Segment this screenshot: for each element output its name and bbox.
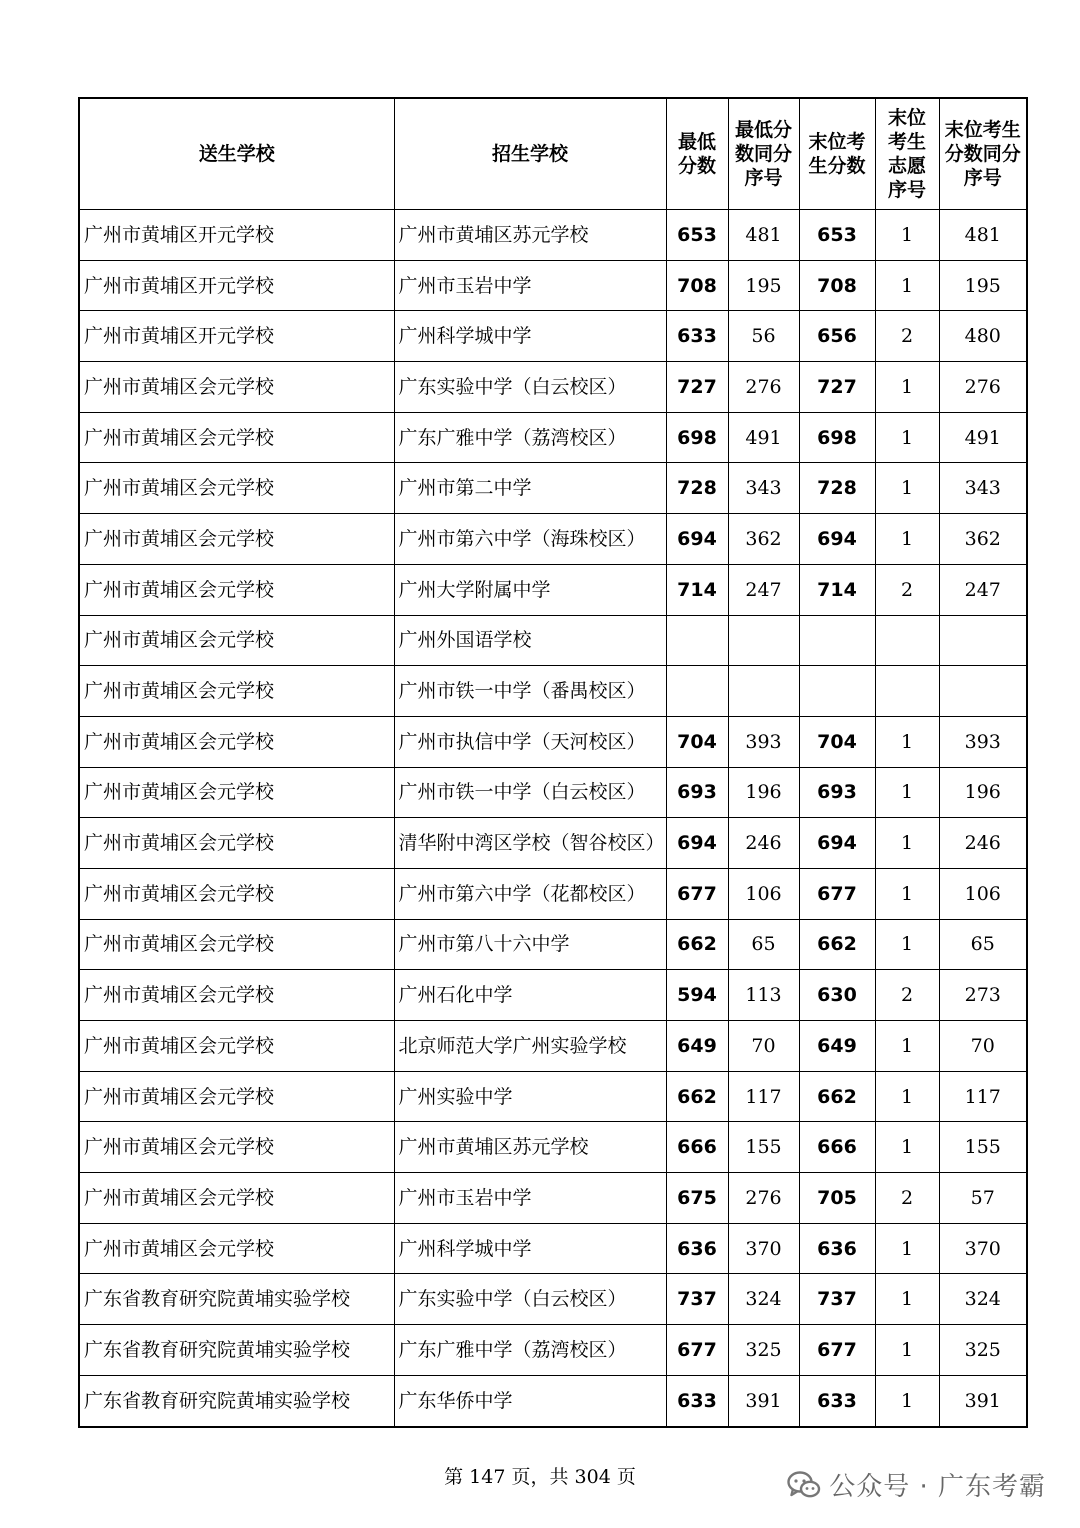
last-score-rank-cell: 324: [939, 1274, 1027, 1325]
last-score-cell: 727: [799, 362, 875, 413]
admitting-school-cell: 广州市第八十六中学: [394, 919, 666, 970]
sending-school-cell: 广州市黄埔区会元学校: [79, 868, 394, 919]
table-row: [79, 818, 1027, 869]
admitting-school-cell: 广东华侨中学: [394, 1375, 666, 1426]
admitting-school-cell: 广州市第六中学（海珠校区）: [394, 514, 666, 565]
last-choice-order-cell: 1: [875, 868, 939, 919]
table-row: [79, 210, 1027, 261]
wechat-icon: [787, 1470, 821, 1500]
last-choice-order-cell: 1: [875, 1325, 939, 1376]
min-score-cell: 693: [666, 767, 728, 818]
admitting-school-cell: 广州市玉岩中学: [394, 1173, 666, 1224]
last-score-cell: 677: [799, 868, 875, 919]
last-score-cell: 694: [799, 514, 875, 565]
header-last-score-rank: 末位考生 分数同分 序号: [939, 98, 1027, 210]
last-score-rank-cell: 196: [939, 767, 1027, 818]
admission-score-table: [78, 97, 1028, 1428]
sending-school-cell: 广州市黄埔区会元学校: [79, 970, 394, 1021]
sending-school-cell: 广州市黄埔区会元学校: [79, 666, 394, 717]
last-score-rank-cell: 57: [939, 1173, 1027, 1224]
last-choice-order-cell: 2: [875, 1173, 939, 1224]
min-score-rank-cell: 155: [728, 1122, 799, 1173]
sending-school-cell: 广州市黄埔区会元学校: [79, 716, 394, 767]
last-choice-order-cell: [875, 666, 939, 717]
min-score-cell: 728: [666, 463, 728, 514]
admitting-school-cell: 广州市玉岩中学: [394, 260, 666, 311]
last-score-rank-cell: 393: [939, 716, 1027, 767]
admitting-school-cell: 广州市黄埔区苏元学校: [394, 1122, 666, 1173]
admitting-school-cell: 广东实验中学（白云校区）: [394, 1274, 666, 1325]
admitting-school-cell: 广州市执信中学（天河校区）: [394, 716, 666, 767]
last-score-rank-cell: 247: [939, 564, 1027, 615]
table-row: [79, 1274, 1027, 1325]
last-score-cell: 633: [799, 1375, 875, 1426]
table-body: [79, 210, 1027, 1427]
sending-school-cell: 广州市黄埔区开元学校: [79, 210, 394, 261]
table-row: [79, 1173, 1027, 1224]
last-choice-order-cell: 1: [875, 412, 939, 463]
min-score-rank-cell: 276: [728, 362, 799, 413]
sending-school-cell: 广州市黄埔区会元学校: [79, 1223, 394, 1274]
last-choice-order-cell: 1: [875, 1223, 939, 1274]
min-score-cell: 714: [666, 564, 728, 615]
sending-school-cell: 广州市黄埔区会元学校: [79, 1173, 394, 1224]
sending-school-cell: 广州市黄埔区会元学校: [79, 564, 394, 615]
min-score-cell: 727: [666, 362, 728, 413]
table-row: [79, 1375, 1027, 1426]
last-score-cell: 704: [799, 716, 875, 767]
min-score-rank-cell: 370: [728, 1223, 799, 1274]
min-score-rank-cell: 70: [728, 1021, 799, 1072]
page-number: 第 147 页，共 304 页: [444, 1466, 636, 1488]
last-choice-order-cell: 1: [875, 1375, 939, 1426]
admitting-school-cell: 广州大学附属中学: [394, 564, 666, 615]
min-score-rank-cell: 106: [728, 868, 799, 919]
table-row: [79, 1071, 1027, 1122]
min-score-cell: 649: [666, 1021, 728, 1072]
last-score-cell: 653: [799, 210, 875, 261]
min-score-rank-cell: 195: [728, 260, 799, 311]
last-choice-order-cell: 1: [875, 1274, 939, 1325]
min-score-rank-cell: 117: [728, 1071, 799, 1122]
table-row: [79, 1325, 1027, 1376]
table-row: [79, 1021, 1027, 1072]
last-choice-order-cell: 1: [875, 716, 939, 767]
sending-school-cell: 广州市黄埔区会元学校: [79, 514, 394, 565]
last-score-cell: 662: [799, 1071, 875, 1122]
admitting-school-cell: 广州实验中学: [394, 1071, 666, 1122]
last-score-rank-cell: 491: [939, 412, 1027, 463]
last-score-rank-cell: 273: [939, 970, 1027, 1021]
min-score-rank-cell: 491: [728, 412, 799, 463]
last-choice-order-cell: 1: [875, 767, 939, 818]
table-row: [79, 868, 1027, 919]
min-score-rank-cell: [728, 666, 799, 717]
sending-school-cell: 广州市黄埔区会元学校: [79, 362, 394, 413]
min-score-cell: 633: [666, 311, 728, 362]
last-choice-order-cell: 1: [875, 362, 939, 413]
last-score-cell: 662: [799, 919, 875, 970]
sending-school-cell: 广州市黄埔区会元学校: [79, 412, 394, 463]
last-score-cell: [799, 615, 875, 666]
admitting-school-cell: 广州市第六中学（花都校区）: [394, 868, 666, 919]
min-score-cell: 662: [666, 1071, 728, 1122]
last-choice-order-cell: 1: [875, 1021, 939, 1072]
min-score-cell: 675: [666, 1173, 728, 1224]
table-row: [79, 1223, 1027, 1274]
last-choice-order-cell: 2: [875, 970, 939, 1021]
sending-school-cell: 广州市黄埔区会元学校: [79, 767, 394, 818]
min-score-rank-cell: 343: [728, 463, 799, 514]
header-min-score-rank: 最低分 数同分 序号: [728, 98, 799, 210]
min-score-rank-cell: 325: [728, 1325, 799, 1376]
min-score-cell: 677: [666, 1325, 728, 1376]
last-choice-order-cell: 2: [875, 564, 939, 615]
last-score-rank-cell: 343: [939, 463, 1027, 514]
last-score-rank-cell: 117: [939, 1071, 1027, 1122]
last-score-rank-cell: 276: [939, 362, 1027, 413]
last-score-cell: 714: [799, 564, 875, 615]
header-min-score: 最低 分数: [666, 98, 728, 210]
min-score-rank-cell: 481: [728, 210, 799, 261]
sending-school-cell: 广州市黄埔区会元学校: [79, 463, 394, 514]
last-score-rank-cell: 246: [939, 818, 1027, 869]
last-score-rank-cell: 106: [939, 868, 1027, 919]
table-header-row: [79, 98, 1027, 210]
last-score-cell: 677: [799, 1325, 875, 1376]
min-score-rank-cell: 246: [728, 818, 799, 869]
last-choice-order-cell: 2: [875, 311, 939, 362]
last-choice-order-cell: 1: [875, 514, 939, 565]
last-score-rank-cell: 481: [939, 210, 1027, 261]
sending-school-cell: 广东省教育研究院黄埔实验学校: [79, 1325, 394, 1376]
admitting-school-cell: 广州市铁一中学（白云校区）: [394, 767, 666, 818]
min-score-rank-cell: 247: [728, 564, 799, 615]
last-choice-order-cell: 1: [875, 463, 939, 514]
min-score-cell: 666: [666, 1122, 728, 1173]
last-score-rank-cell: 480: [939, 311, 1027, 362]
min-score-cell: [666, 666, 728, 717]
watermark-text: 公众号 · 广东考霸: [829, 1472, 1046, 1502]
last-score-cell: 666: [799, 1122, 875, 1173]
table-row: [79, 767, 1027, 818]
min-score-cell: 633: [666, 1375, 728, 1426]
admitting-school-cell: 广州科学城中学: [394, 311, 666, 362]
last-score-rank-cell: 195: [939, 260, 1027, 311]
min-score-rank-cell: 56: [728, 311, 799, 362]
sending-school-cell: 广州市黄埔区开元学校: [79, 311, 394, 362]
table-row: [79, 463, 1027, 514]
min-score-cell: 694: [666, 514, 728, 565]
last-score-cell: 649: [799, 1021, 875, 1072]
last-score-rank-cell: 362: [939, 514, 1027, 565]
last-choice-order-cell: 1: [875, 919, 939, 970]
min-score-cell: 737: [666, 1274, 728, 1325]
last-score-cell: 698: [799, 412, 875, 463]
last-choice-order-cell: 1: [875, 260, 939, 311]
admitting-school-cell: 广州市黄埔区苏元学校: [394, 210, 666, 261]
watermark: [787, 1466, 1046, 1503]
min-score-cell: 662: [666, 919, 728, 970]
last-choice-order-cell: [875, 615, 939, 666]
admitting-school-cell: 广东实验中学（白云校区）: [394, 362, 666, 413]
min-score-rank-cell: 65: [728, 919, 799, 970]
last-score-rank-cell: [939, 615, 1027, 666]
sending-school-cell: 广州市黄埔区会元学校: [79, 818, 394, 869]
header-admitting-school: 招生学校: [394, 98, 666, 210]
table-row: [79, 716, 1027, 767]
last-score-cell: 705: [799, 1173, 875, 1224]
min-score-cell: 708: [666, 260, 728, 311]
last-score-rank-cell: 70: [939, 1021, 1027, 1072]
sending-school-cell: 广东省教育研究院黄埔实验学校: [79, 1274, 394, 1325]
min-score-rank-cell: [728, 615, 799, 666]
last-choice-order-cell: 1: [875, 1122, 939, 1173]
admitting-school-cell: 广州市第二中学: [394, 463, 666, 514]
min-score-rank-cell: 324: [728, 1274, 799, 1325]
header-sending-school: 送生学校: [79, 98, 394, 210]
admitting-school-cell: 北京师范大学广州实验学校: [394, 1021, 666, 1072]
min-score-cell: 694: [666, 818, 728, 869]
last-score-rank-cell: 391: [939, 1375, 1027, 1426]
min-score-rank-cell: 391: [728, 1375, 799, 1426]
min-score-cell: 704: [666, 716, 728, 767]
last-choice-order-cell: 1: [875, 818, 939, 869]
admitting-school-cell: 清华附中湾区学校（智谷校区）: [394, 818, 666, 869]
sending-school-cell: 广州市黄埔区开元学校: [79, 260, 394, 311]
table-row: [79, 666, 1027, 717]
table-row: [79, 615, 1027, 666]
last-score-cell: 728: [799, 463, 875, 514]
admitting-school-cell: 广州市铁一中学（番禺校区）: [394, 666, 666, 717]
table-row: [79, 514, 1027, 565]
min-score-rank-cell: 393: [728, 716, 799, 767]
sending-school-cell: 广州市黄埔区会元学校: [79, 919, 394, 970]
last-score-cell: 708: [799, 260, 875, 311]
table-row: [79, 260, 1027, 311]
table-row: [79, 970, 1027, 1021]
min-score-cell: 636: [666, 1223, 728, 1274]
last-score-rank-cell: 155: [939, 1122, 1027, 1173]
min-score-rank-cell: 113: [728, 970, 799, 1021]
sending-school-cell: 广东省教育研究院黄埔实验学校: [79, 1375, 394, 1426]
min-score-cell: 677: [666, 868, 728, 919]
min-score-rank-cell: 276: [728, 1173, 799, 1224]
last-score-cell: 737: [799, 1274, 875, 1325]
admitting-school-cell: 广东广雅中学（荔湾校区）: [394, 412, 666, 463]
last-score-rank-cell: 370: [939, 1223, 1027, 1274]
table-row: [79, 362, 1027, 413]
last-choice-order-cell: 1: [875, 210, 939, 261]
last-score-rank-cell: 325: [939, 1325, 1027, 1376]
last-score-rank-cell: 65: [939, 919, 1027, 970]
admitting-school-cell: 广州石化中学: [394, 970, 666, 1021]
last-score-cell: 636: [799, 1223, 875, 1274]
sending-school-cell: 广州市黄埔区会元学校: [79, 1071, 394, 1122]
min-score-cell: [666, 615, 728, 666]
table-row: [79, 311, 1027, 362]
table-row: [79, 412, 1027, 463]
min-score-cell: 594: [666, 970, 728, 1021]
last-score-cell: 693: [799, 767, 875, 818]
sending-school-cell: 广州市黄埔区会元学校: [79, 1122, 394, 1173]
min-score-cell: 653: [666, 210, 728, 261]
last-score-rank-cell: [939, 666, 1027, 717]
table-row: [79, 1122, 1027, 1173]
sending-school-cell: 广州市黄埔区会元学校: [79, 615, 394, 666]
header-last-score: 末位考 生分数: [799, 98, 875, 210]
sending-school-cell: 广州市黄埔区会元学校: [79, 1021, 394, 1072]
last-score-cell: [799, 666, 875, 717]
min-score-rank-cell: 196: [728, 767, 799, 818]
table-row: [79, 564, 1027, 615]
admitting-school-cell: 广东广雅中学（荔湾校区）: [394, 1325, 666, 1376]
min-score-cell: 698: [666, 412, 728, 463]
header-last-choice-order: 末位 考生 志愿 序号: [875, 98, 939, 210]
last-score-cell: 656: [799, 311, 875, 362]
admitting-school-cell: 广州外国语学校: [394, 615, 666, 666]
admitting-school-cell: 广州科学城中学: [394, 1223, 666, 1274]
last-choice-order-cell: 1: [875, 1071, 939, 1122]
min-score-rank-cell: 362: [728, 514, 799, 565]
last-score-cell: 694: [799, 818, 875, 869]
last-score-cell: 630: [799, 970, 875, 1021]
table-row: [79, 919, 1027, 970]
